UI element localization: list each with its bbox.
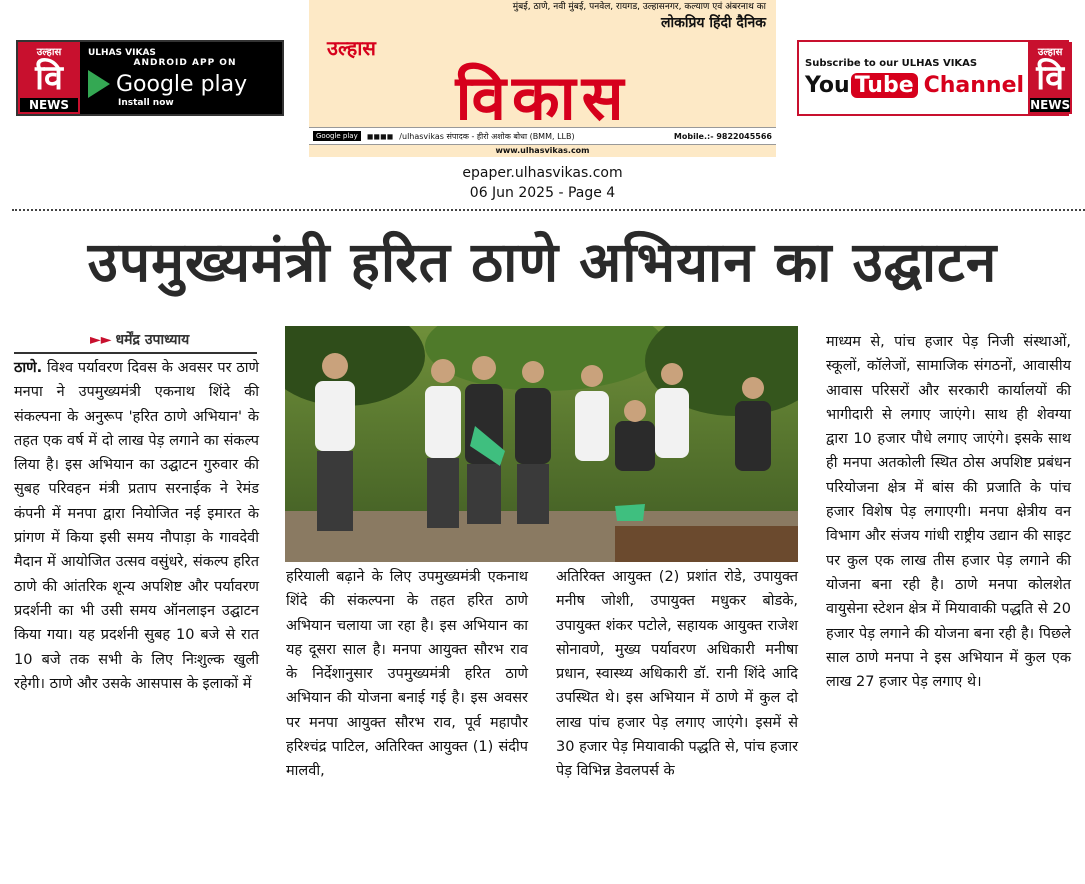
logo-mid-text: वि [1036,58,1064,98]
strip-google-play[interactable]: Google play [313,131,361,141]
byline-author: धर्मेंद्र उपाध्याय [115,332,190,348]
byline-arrow-icon: ►► [90,332,112,348]
social-icons: ◼◼◼◼ [366,131,394,141]
column-1-text: विश्व पर्यावरण दिवस के अवसर पर ठाणे मनपा ने उपमुख्यमंत्री एकनाथ शिंदे की संकल्पना के अनुरूप 'हरित ठाणे अभियान' के तहत एक वर्ष में दो लाख पेड़ लगाने का संकल्प लिया है। इस अभियान का उद्घाटन गुरुवार की सुबह परिवहन मंत्री प्रताप सरनाईक ने रेमंड कंपनी में मनपा द्वारा नियोजित नई इमारत के प्रांगण में किया इसी समय नौपाड़ा के गावदेवी मैदान में आयोजित उत्सव वसुंधरे, संकल्प हरित ठाणे की आंतरिक शून्य अपशिष्ट और पर्यावरण प्रदर्शनी का भी उसी समय ऑनलाइन उद्घाटन किया गया। यह प्रदर्शनी सुबह 10 बजे से रात 10 बजे तक सभी के लिए निःशुल्क खुली रहेगी। ठाणे और उसके आसपास के इलाकों में [14,360,260,692]
masthead-cities: मुंबई, ठाणे, नवी मुंबई, पनवेल, रायगड, उल्हासनगर, कल्याण एवं अंबरनाथ का [309,0,776,14]
epaper-info [0,163,1085,203]
byline-rule [14,352,257,354]
logo-bottom-text: NEWS [20,98,78,112]
store-name: Google play [116,71,248,97]
byline [90,330,189,349]
logo-mid-text: वि [35,58,63,98]
strip-mobile: Mobile.:- 9822045566 [673,131,772,141]
logo-top-text: उल्हास [1037,47,1063,58]
youtube-channel-ad[interactable] [797,40,1069,116]
divider [12,209,1085,211]
yt-you: You [805,73,850,98]
article-headline: उपमुख्यमंत्री हरित ठाणे अभियान का उद्घाटन [87,230,998,294]
ad-brand: ULHAS VIKAS [88,48,156,58]
epaper-date-page: 06 Jun 2025 - Page 4 [469,185,616,201]
article-column-1 [14,356,259,696]
column-4-text: माध्यम से, पांच हजार पेड़ निजी संस्थाओं, स्कूलों, कॉलेजों, सामाजिक संगठनों, आवासीय आवास परिसरों और सरकारी कार्यालयों की भागीदारी से लगाए जाएंगे। साथ ही शेवग्या द्वारा 10 हजार पौधे लगाए जाएंगे। इसके साथ ही मनपा अतकोली स्थित ठोस अपशिष्ट प्रबंधन परियोजना क्षेत्र में बांस की प्रजाति के पांच हजार विशेष पेड़ लगाएगी। मनपा क्षेत्रीय वन विभाग और संजय गांधी राष्ट्रीय उद्यान की साइट पर कुल एक लाख तीस हजार पेड़ लगाने की योजना बना रही है। ठाणे मनपा कोलशेत वायुसेना स्टेशन क्षेत्र में मियावाकी पद्धति से 20 हजार पेड़ लगाने की योजना बना रही है। पिछले साल ठाणे मनपा ने इस अभियान में कुल एक लाख 27 हजार पेड़ लगाए थे। [826,334,1071,691]
masthead-title-small: उल्हास [327,36,376,60]
epaper-site[interactable]: epaper.ulhasvikas.com [462,165,623,181]
article-photo [285,326,798,562]
masthead-title [309,32,776,134]
logo-bottom-text: NEWS [1030,98,1071,112]
yt-channel: Channel [923,73,1025,98]
google-play-badge[interactable] [84,48,282,108]
masthead-tagline: लोकप्रिय हिंदी दैनिक [309,14,776,32]
strip-editor-text: /ulhasvikas संपादक - हीरो अशोक बोधा (BMM, LLB) [399,131,575,141]
play-store-icon [88,70,110,98]
logo-top-text: उल्हास [36,47,62,58]
masthead [309,0,776,155]
dateline: ठाणे. [14,360,43,376]
article-column-3 [556,565,798,784]
article-column-4 [826,330,1071,694]
yt-subscribe-text: Subscribe to our ULHAS VIKAS [805,58,978,69]
ad-line1: ANDROID APP ON [133,58,237,68]
ulhas-vikas-news-logo [18,42,80,114]
masthead-url[interactable]: www.ulhasvikas.com [309,145,776,157]
yt-tube: Tube [851,73,918,98]
ulhas-vikas-news-logo-right [1028,42,1072,114]
android-app-ad[interactable] [16,40,284,116]
article-column-2 [286,565,528,784]
ad-install-text: Install now [118,98,174,108]
masthead-title-big: विकास [455,61,630,134]
column-2-text: हरियाली बढ़ाने के लिए उपमुख्यमंत्री एकनाथ शिंदे की संकल्पना के तहत हरित ठाणे अभियान चलाया जा रहा है। इस अभियान का यह दूसरा साल है। मनपा आयुक्त सौरभ राव के निर्देशानुसार उपमुख्यमंत्री हरित ठाणे अभियान की योजना बनाई गई है। इस अवसर पर मनपा आयुक्त सौरभ राव, पूर्व महापौर हरिश्चंद्र पाटिल, अतिरिक्त आयुक्त (1) संदीप मालवी, [286,569,528,780]
column-3-text: अतिरिक्त आयुक्त (2) प्रशांत रोडे, उपायुक्त मनीष जोशी, उपायुक्त मधुकर बोडके, उपायुक्त शंकर पटोले, सहायक आयुक्त राजेश सोनावणे, मुख्य पर्यावरण अधिकारी मनीषा प्रधान, स्वास्थ्य अधिकारी डॉ. रानी शिंदे आदि उपस्थित थे। इस अभियान में ठाणे में कुल दो लाख पांच हजार पेड़ लगाए जाएंगे। इसमें से 30 हजार पेड़ मियावाकी पद्धति से, पांच हजार पेड़ विभिन्न डेवलपर्स के [556,569,798,780]
